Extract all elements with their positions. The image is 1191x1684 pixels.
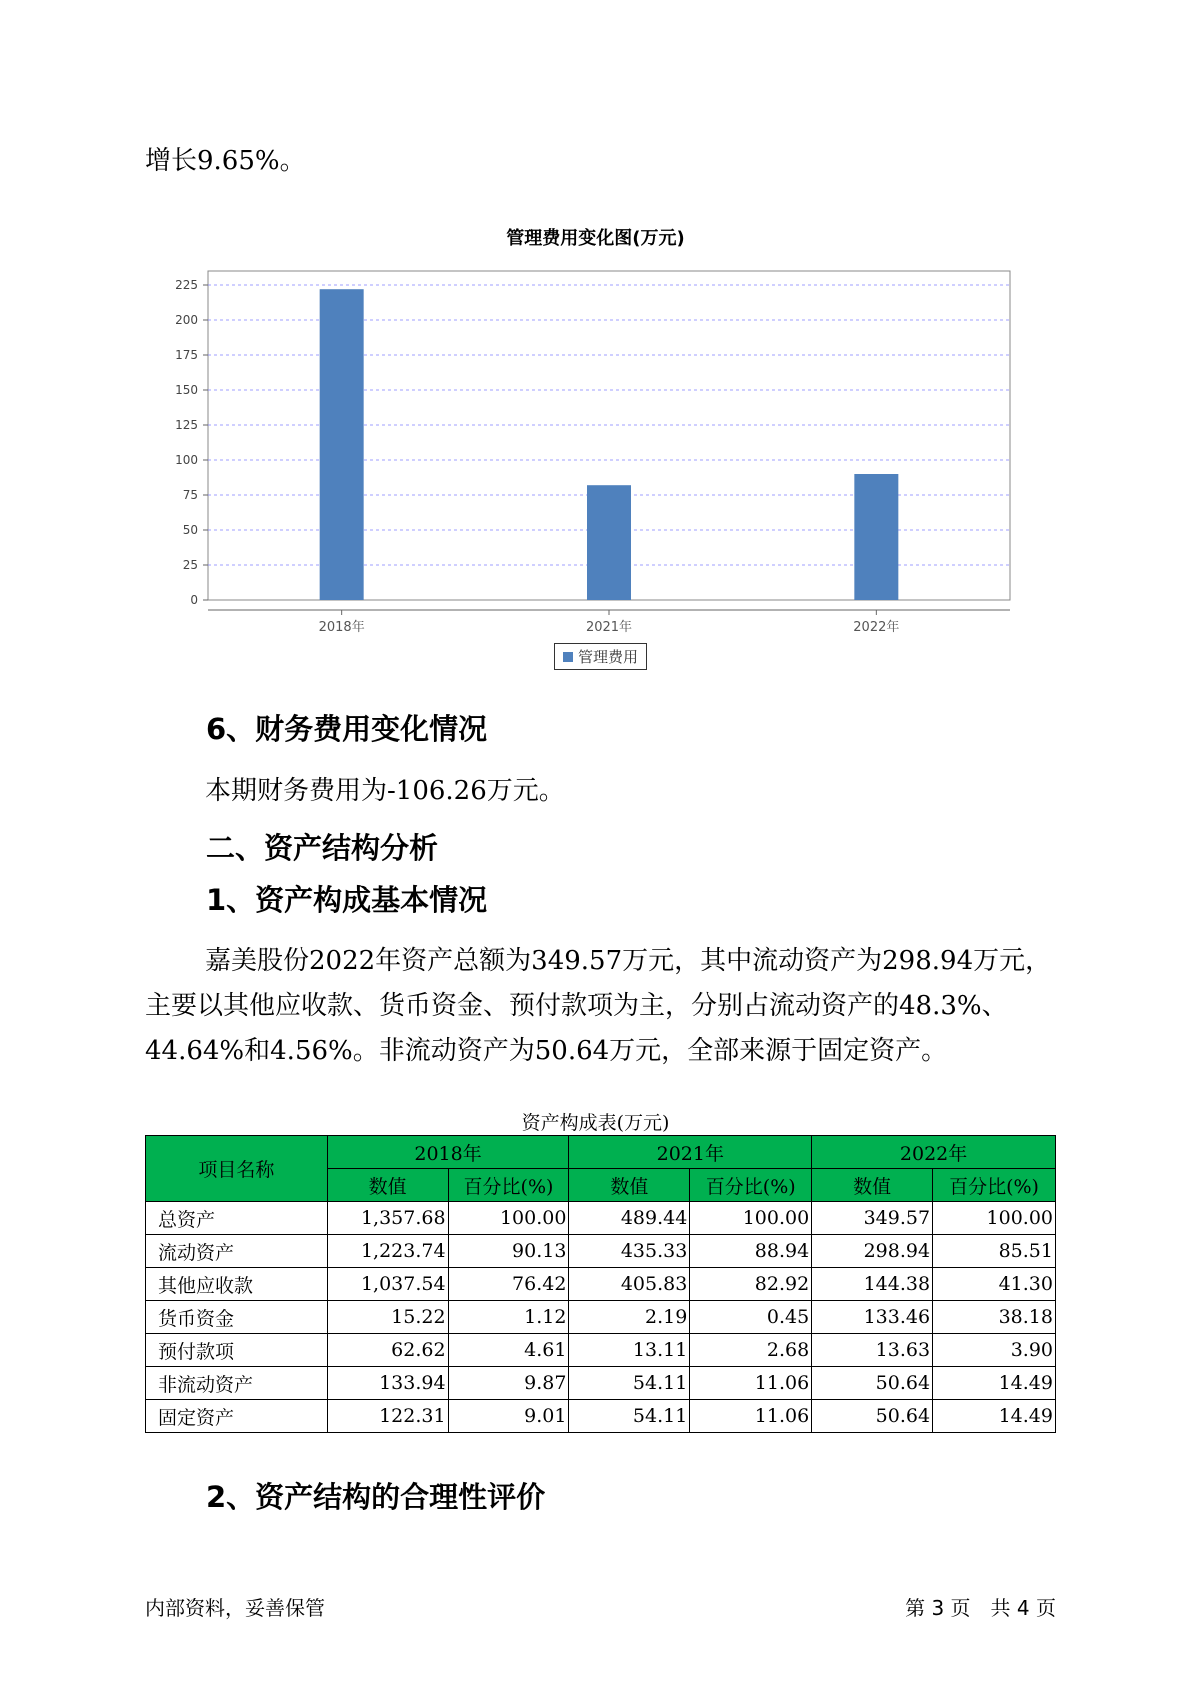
table-cell: 15.22 xyxy=(327,1301,448,1334)
sub1-line-1: 嘉美股份2022年资产总额为349.57万元，其中流动资产为298.94万元， xyxy=(205,946,1052,976)
table-cell: 14.49 xyxy=(933,1400,1056,1433)
y-tick-label: 50 xyxy=(182,523,198,537)
x-tick-label: 2021年 xyxy=(585,620,633,635)
row-label: 货币资金 xyxy=(146,1301,328,1334)
table-cell: 133.46 xyxy=(812,1301,933,1334)
table-cell: 3.90 xyxy=(933,1334,1056,1367)
intro-text: 增长9.65%。 xyxy=(145,146,306,176)
bar-2022年 xyxy=(854,474,898,600)
table-cell: 54.11 xyxy=(569,1400,690,1433)
y-tick-label: 0 xyxy=(190,593,198,607)
table-cell: 4.61 xyxy=(448,1334,569,1367)
row-label: 固定资产 xyxy=(146,1400,328,1433)
table-cell: 133.94 xyxy=(327,1367,448,1400)
table-cell: 100.00 xyxy=(933,1202,1056,1235)
table-cell: 54.11 xyxy=(569,1367,690,1400)
table-cell: 122.31 xyxy=(327,1400,448,1433)
row-label: 流动资产 xyxy=(146,1235,328,1268)
table-cell: 100.00 xyxy=(690,1202,812,1235)
table-row xyxy=(146,1268,1056,1301)
row-label: 其他应收款 xyxy=(146,1268,328,1301)
table-cell: 50.64 xyxy=(812,1367,933,1400)
table-cell: 298.94 xyxy=(812,1235,933,1268)
chart-title: 管理费用变化图(万元) xyxy=(506,228,685,249)
table-cell: 13.63 xyxy=(812,1334,933,1367)
table-cell: 38.18 xyxy=(933,1301,1056,1334)
header-year-2021: 2021年 xyxy=(569,1136,812,1169)
header-value: 数值 xyxy=(327,1169,448,1202)
header-item-name: 项目名称 xyxy=(146,1136,328,1202)
table-row xyxy=(146,1367,1056,1400)
sub1-line-3: 44.64%和4.56%。非流动资产为50.64万元，全部来源于固定资产。 xyxy=(145,1036,948,1066)
x-tick-label: 2022年 xyxy=(853,620,900,635)
table-cell: 9.87 xyxy=(448,1367,569,1400)
y-tick-label: 25 xyxy=(182,558,198,572)
table-cell: 489.44 xyxy=(569,1202,690,1235)
table-cell: 76.42 xyxy=(448,1268,569,1301)
footer-note: 内部资料，妥善保管 xyxy=(145,1596,325,1620)
table-cell: 88.94 xyxy=(690,1235,812,1268)
table-cell: 13.11 xyxy=(569,1334,690,1367)
table-body xyxy=(146,1202,1056,1433)
header-percent: 百分比(%) xyxy=(690,1169,812,1202)
x-tick-label: 2018年 xyxy=(318,620,365,635)
row-label: 非流动资产 xyxy=(146,1367,328,1400)
header-value: 数值 xyxy=(812,1169,933,1202)
bar-2018年 xyxy=(320,289,364,600)
legend-label: 管理费用 xyxy=(578,648,639,666)
header-year-2022: 2022年 xyxy=(812,1136,1056,1169)
header-value: 数值 xyxy=(569,1169,690,1202)
header-year-2018: 2018年 xyxy=(327,1136,569,1169)
row-label: 预付款项 xyxy=(146,1334,328,1367)
table-cell: 0.45 xyxy=(690,1301,812,1334)
table-cell: 100.00 xyxy=(448,1202,569,1235)
section6-text: 本期财务费用为-106.26万元。 xyxy=(205,776,565,806)
table-cell: 405.83 xyxy=(569,1268,690,1301)
y-tick-label: 75 xyxy=(182,488,198,502)
table-cell: 41.30 xyxy=(933,1268,1056,1301)
table-cell: 435.33 xyxy=(569,1235,690,1268)
header-percent: 百分比(%) xyxy=(448,1169,569,1202)
management-expense-bar-chart xyxy=(160,255,1040,645)
sub1-heading: 1、资产构成基本情况 xyxy=(206,883,488,917)
table-row xyxy=(146,1334,1056,1367)
y-tick-label: 100 xyxy=(175,453,198,467)
table-caption: 资产构成表(万元) xyxy=(521,1112,670,1134)
chart-legend xyxy=(554,643,647,670)
table-cell: 1,223.74 xyxy=(327,1235,448,1268)
y-tick-label: 200 xyxy=(175,313,198,327)
table-cell: 1,037.54 xyxy=(327,1268,448,1301)
y-tick-label: 125 xyxy=(175,418,198,432)
table-cell: 2.68 xyxy=(690,1334,812,1367)
header-percent: 百分比(%) xyxy=(933,1169,1056,1202)
page-number: 第 3 页 共 4 页 xyxy=(905,1596,1056,1620)
part2-heading: 二、资产结构分析 xyxy=(206,831,439,865)
table-cell: 349.57 xyxy=(812,1202,933,1235)
y-tick-label: 150 xyxy=(175,383,198,397)
section6-heading: 6、财务费用变化情况 xyxy=(206,712,488,746)
asset-structure-table xyxy=(145,1135,1056,1433)
row-label: 总资产 xyxy=(146,1202,328,1235)
table-cell: 9.01 xyxy=(448,1400,569,1433)
sub2-heading: 2、资产结构的合理性评价 xyxy=(206,1480,546,1514)
table-cell: 1,357.68 xyxy=(327,1202,448,1235)
y-tick-label: 175 xyxy=(175,348,198,362)
table-cell: 11.06 xyxy=(690,1367,812,1400)
table-cell: 90.13 xyxy=(448,1235,569,1268)
table-cell: 144.38 xyxy=(812,1268,933,1301)
table-header-row xyxy=(146,1136,1056,1169)
table-cell: 14.49 xyxy=(933,1367,1056,1400)
table-cell: 1.12 xyxy=(448,1301,569,1334)
table-cell: 2.19 xyxy=(569,1301,690,1334)
table-row xyxy=(146,1301,1056,1334)
table-row xyxy=(146,1400,1056,1433)
table-cell: 62.62 xyxy=(327,1334,448,1367)
table-cell: 85.51 xyxy=(933,1235,1056,1268)
y-tick-label: 225 xyxy=(175,278,198,292)
sub1-line-2: 主要以其他应收款、货币资金、预付款项为主，分别占流动资产的48.3%、 xyxy=(145,991,1008,1021)
bar-2021年 xyxy=(587,485,631,600)
legend-swatch xyxy=(563,652,573,662)
table-cell: 82.92 xyxy=(690,1268,812,1301)
table-cell: 11.06 xyxy=(690,1400,812,1433)
table-cell: 50.64 xyxy=(812,1400,933,1433)
table-row xyxy=(146,1235,1056,1268)
table-row xyxy=(146,1202,1056,1235)
